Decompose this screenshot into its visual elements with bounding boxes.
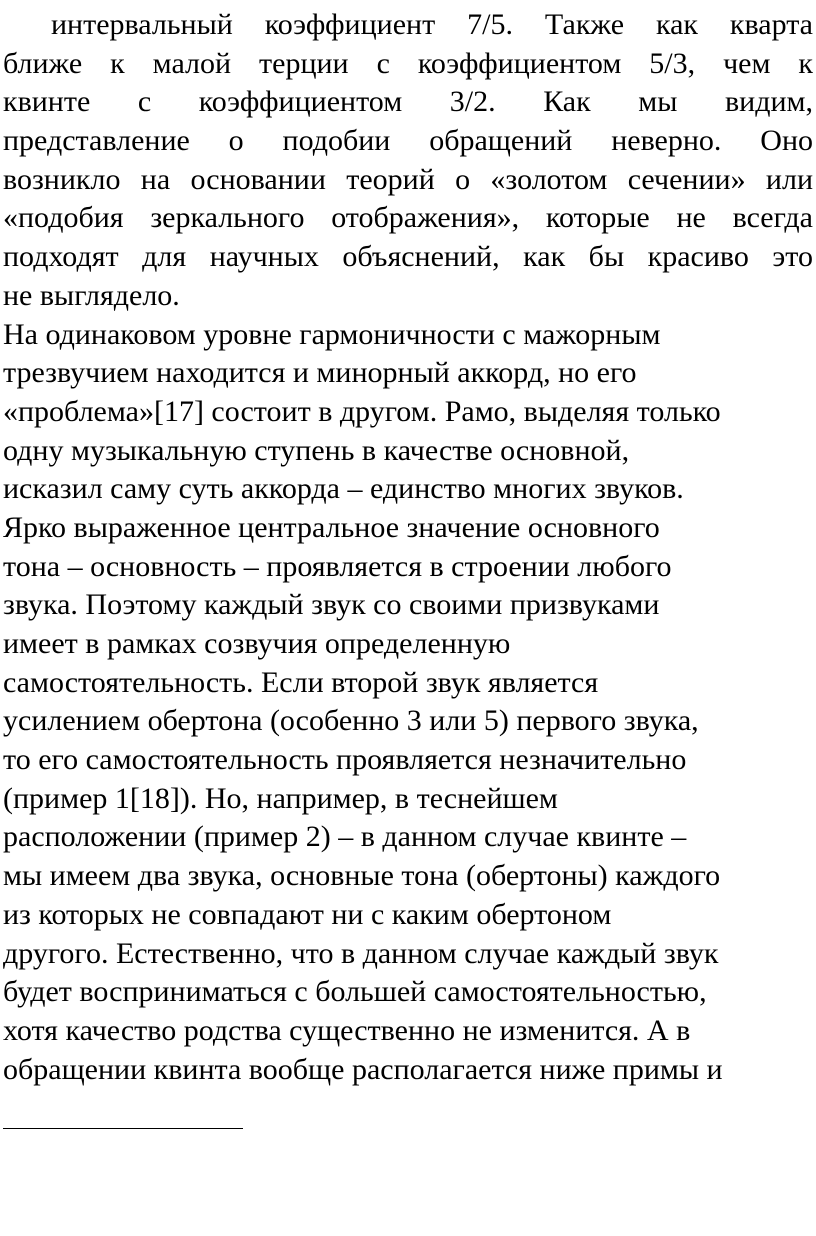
paragraph-2 xyxy=(3,316,813,1090)
text-line: усилением обертона (особенно 3 или 5) первого звука, xyxy=(3,704,699,738)
text-line: имеет в рамках созвучия определенную xyxy=(3,627,511,660)
paragraph-1 xyxy=(3,6,813,316)
text-line: интервальный коэффициент 7/5. Также как кварта xyxy=(51,8,813,41)
text-line: будет восприниматься с большей самостоятельностью, xyxy=(3,975,707,1009)
text-line: квинте с коэффициентом 3/2. Как мы видим, xyxy=(3,85,813,119)
text-line: «подобия зеркального отображения», которые не всегда xyxy=(3,201,813,235)
text-line: звука. Поэтому каждый звук со своими призвуками xyxy=(3,588,660,622)
text-line: подходят для научных объяснений, как бы красиво это xyxy=(3,240,813,274)
text-line: На одинаковом уровне гармоничности с мажорным xyxy=(3,317,661,351)
text-line: Ярко выраженное центральное значение основного xyxy=(3,510,660,544)
text-line: другого. Естественно, что в данном случае каждый звук xyxy=(3,936,719,970)
text-line: «проблема»[17] состоит в другом. Рамо, выделяя только xyxy=(3,394,721,428)
text-line: обращении квинта вообще располагается ниже примы и xyxy=(3,1052,723,1086)
text-line: мы имеем два звука, основные тона (обертоны) каждого xyxy=(3,859,721,893)
footnote-separator xyxy=(3,1128,243,1129)
text-line: одну музыкальную ступень в качестве основной, xyxy=(3,433,630,467)
text-line: трезвучием находится и минорный аккорд, но его xyxy=(3,356,637,390)
text-line: ближе к малой терции с коэффициентом 5/3, чем к xyxy=(3,46,813,80)
text-line: самостоятельность. Если второй звук является xyxy=(3,665,599,699)
text-line: (пример 1[18]). Но, например, в теснейшем xyxy=(3,781,558,815)
text-line: хотя качество родства существенно не изменится. А в xyxy=(3,1013,691,1047)
text-line: не выглядело. xyxy=(3,278,180,312)
text-line: представление о подобии обращений неверно. Оно xyxy=(3,124,813,158)
text-line: из которых не совпадают ни с каким обертоном xyxy=(3,897,612,931)
text-line: возникло на основании теорий о «золотом сечении» или xyxy=(3,162,813,196)
text-line: исказил саму суть аккорда – единство многих звуков. xyxy=(3,472,684,506)
text-line: расположении (пример 2) – в данном случае квинте – xyxy=(3,820,687,854)
text-line: то его самостоятельность проявляется незначительно xyxy=(3,743,687,777)
document-page xyxy=(3,6,813,1089)
text-line: тона – основность – проявляется в строении любого xyxy=(3,549,672,583)
